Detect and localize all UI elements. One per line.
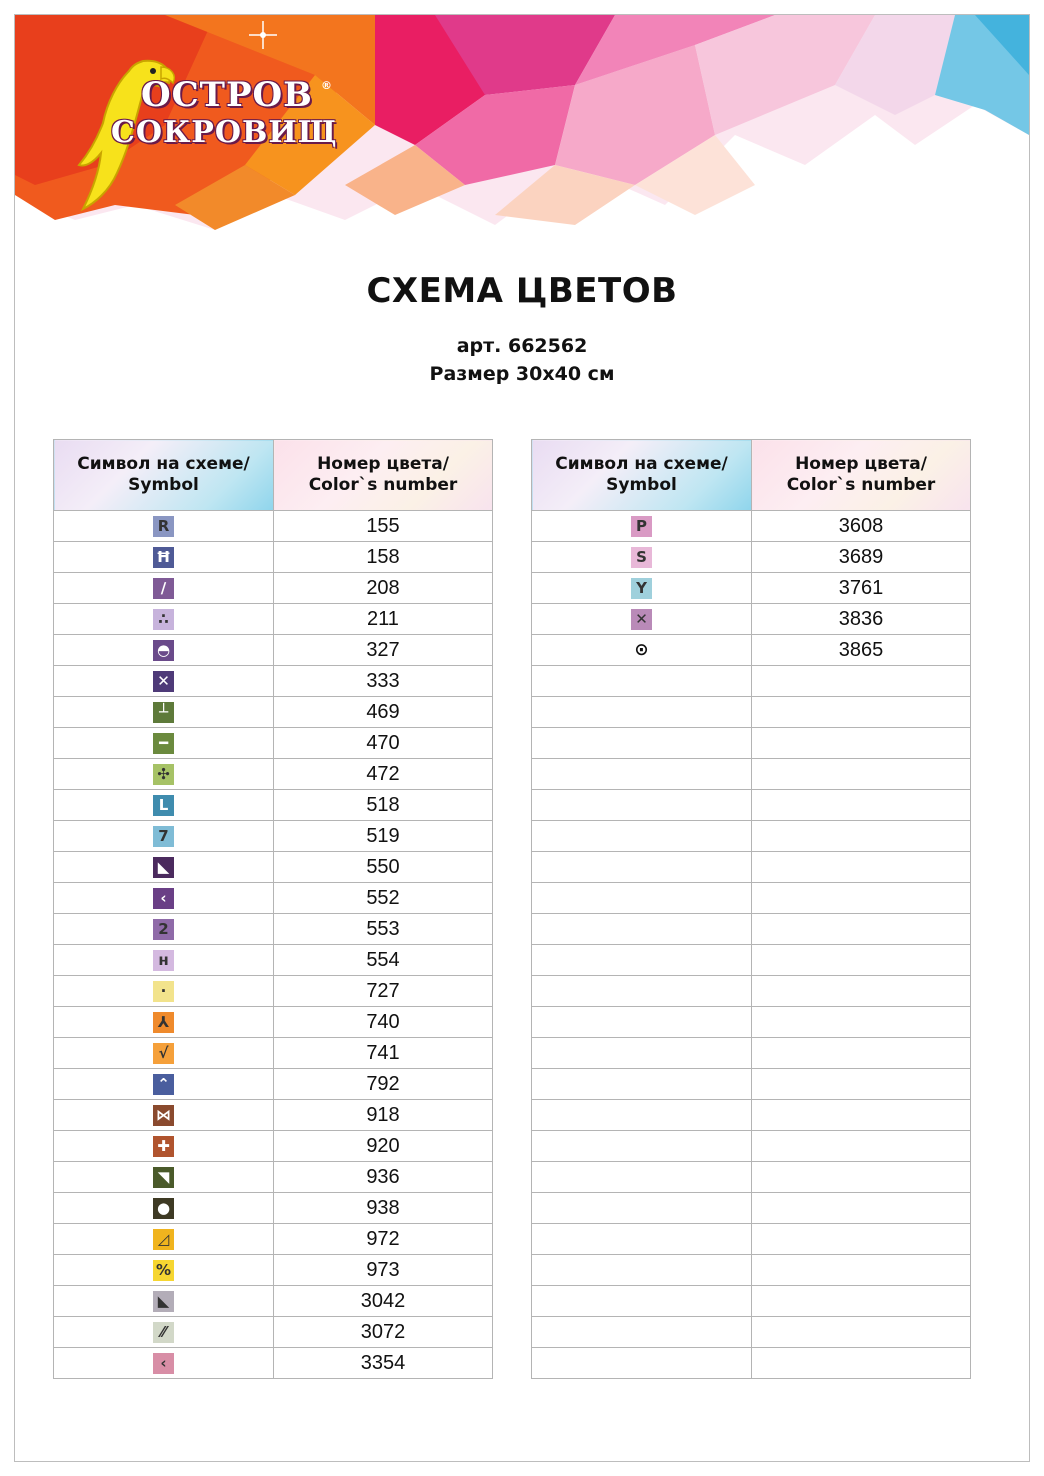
empty-table-row: [532, 759, 971, 790]
symbol-cell: [532, 1131, 752, 1162]
table-row: [54, 914, 493, 945]
symbol-cell: [532, 666, 752, 697]
symbol-cell: [532, 790, 752, 821]
brand-logo: [73, 53, 353, 213]
symbol-cell: [54, 914, 274, 945]
symbol-cell: [532, 1100, 752, 1131]
table-row: [54, 1007, 493, 1038]
color-number-cell: 472: [274, 759, 493, 790]
corner-triangle-icon: ◣: [153, 1291, 174, 1312]
symbol-cell: [54, 635, 274, 666]
symbol-cell: [54, 821, 274, 852]
color-number-cell: 553: [274, 914, 493, 945]
symbol-cell: [54, 1224, 274, 1255]
empty-table-row: [532, 1038, 971, 1069]
table-row: [54, 666, 493, 697]
cross-icon: ✕: [153, 671, 174, 692]
table-row: [54, 1317, 493, 1348]
table-row: [54, 976, 493, 1007]
empty-table-row: [532, 1069, 971, 1100]
triangle-outline-icon: ◿: [153, 1229, 174, 1250]
color-number-cell: [752, 914, 971, 945]
fork-icon: ⅄: [153, 1012, 174, 1033]
color-number-cell: 727: [274, 976, 493, 1007]
chevron-left-icon: ‹: [153, 888, 174, 909]
symbol-header-line2: Symbol: [606, 475, 677, 495]
color-number-cell: [752, 883, 971, 914]
symbol-cell: [532, 852, 752, 883]
page-title: СХЕМА ЦВЕТОВ: [366, 271, 678, 311]
empty-table-row: [532, 945, 971, 976]
symbol-cell: [54, 852, 274, 883]
symbol-cell: [54, 1131, 274, 1162]
digit-seven-icon: 7: [153, 826, 174, 847]
color-table-left: [53, 439, 493, 1379]
half-circle-icon: ◓: [153, 640, 174, 661]
symbol-cell: [54, 697, 274, 728]
table-row: [54, 821, 493, 852]
color-number-cell: 158: [274, 542, 493, 573]
symbol-cell: [532, 1286, 752, 1317]
symbol-cell: [532, 821, 752, 852]
thin-cross-icon: ✕: [631, 609, 652, 630]
letter-s-icon: S: [631, 547, 652, 568]
symbol-cell: [54, 759, 274, 790]
symbol-cell: [54, 573, 274, 604]
color-number-cell: [752, 666, 971, 697]
empty-table-row: [532, 1286, 971, 1317]
small-chevron-icon: ‹: [153, 1353, 174, 1374]
color-number-cell: 3761: [752, 573, 971, 604]
color-number-cell: 333: [274, 666, 493, 697]
symbol-cell: [532, 1317, 752, 1348]
symbol-cell: [532, 1162, 752, 1193]
color-number-cell: [752, 821, 971, 852]
color-number-cell: 3689: [752, 542, 971, 573]
color-number-cell: 469: [274, 697, 493, 728]
symbol-cell: [54, 1317, 274, 1348]
color-number-cell: [752, 976, 971, 1007]
symbol-cell: [532, 573, 752, 604]
color-number-cell: 740: [274, 1007, 493, 1038]
color-chart-sheet: [14, 14, 1030, 1462]
table-row: [54, 1255, 493, 1286]
color-number-cell: [752, 1069, 971, 1100]
brand-line-1: ОСТРОВ: [141, 75, 313, 115]
registered-mark: ®: [321, 79, 332, 92]
color-number-cell: 554: [274, 945, 493, 976]
color-number-cell: 519: [274, 821, 493, 852]
symbol-cell: [54, 790, 274, 821]
diagonal-bar-icon: ◥: [153, 1167, 174, 1188]
table-row: [532, 542, 971, 573]
table-row: [532, 511, 971, 542]
color-number-cell: [752, 759, 971, 790]
symbol-cell: [532, 945, 752, 976]
empty-table-row: [532, 728, 971, 759]
table-row: [54, 945, 493, 976]
symbol-cell: [532, 697, 752, 728]
color-number-cell: 3042: [274, 1286, 493, 1317]
article-number: арт. 662562: [456, 335, 588, 357]
number-header-line1: Номер цвета/: [317, 454, 449, 474]
table-row: [54, 573, 493, 604]
color-number-cell: [752, 1255, 971, 1286]
symbol-cell: [54, 728, 274, 759]
empty-table-row: [532, 852, 971, 883]
symbol-cell: [532, 1255, 752, 1286]
symbol-column-header: [532, 440, 752, 511]
letter-p-icon: P: [631, 516, 652, 537]
table-row: [54, 852, 493, 883]
symbol-cell: [532, 1193, 752, 1224]
empty-table-row: [532, 1224, 971, 1255]
color-number-cell: 3072: [274, 1317, 493, 1348]
color-number-cell: 470: [274, 728, 493, 759]
symbol-cell: [532, 1038, 752, 1069]
table-row: [54, 790, 493, 821]
symbol-cell: [532, 976, 752, 1007]
color-number-cell: 936: [274, 1162, 493, 1193]
symbol-column-header: [54, 440, 274, 511]
empty-table-row: [532, 821, 971, 852]
symbol-cell: [54, 666, 274, 697]
empty-table-row: [532, 790, 971, 821]
color-number-cell: [752, 1131, 971, 1162]
color-number-cell: [752, 1348, 971, 1379]
symbol-cell: [532, 1224, 752, 1255]
color-number-cell: 920: [274, 1131, 493, 1162]
corner-l-icon: L: [153, 795, 174, 816]
color-number-cell: 208: [274, 573, 493, 604]
color-number-cell: 972: [274, 1224, 493, 1255]
table-row: [54, 1348, 493, 1379]
table-row: [54, 511, 493, 542]
symbol-header-line2: Symbol: [128, 475, 199, 495]
empty-table-row: [532, 1317, 971, 1348]
color-number-cell: 3865: [752, 635, 971, 666]
double-slash-icon: ⁄⁄: [153, 1322, 174, 1343]
h-bar-icon: Ħ: [153, 547, 174, 568]
table-row: [54, 1193, 493, 1224]
tee-icon: ┴: [153, 702, 174, 723]
empty-table-row: [532, 1255, 971, 1286]
symbol-cell: [54, 1193, 274, 1224]
symbol-cell: [532, 1069, 752, 1100]
bowtie-icon: ⋈: [153, 1105, 174, 1126]
color-number-cell: [752, 1317, 971, 1348]
symbol-header-line1: Символ на схеме/: [555, 454, 728, 474]
letter-n-icon: н: [153, 950, 174, 971]
table-row: [54, 542, 493, 573]
symbol-cell: [54, 976, 274, 1007]
symbol-header-line1: Символ на схеме/: [77, 454, 250, 474]
empty-table-row: [532, 1007, 971, 1038]
table-row: [54, 759, 493, 790]
table-row: [54, 728, 493, 759]
color-number-cell: [752, 697, 971, 728]
table-row: [532, 635, 971, 666]
number-header-line2: Color`s number: [786, 475, 936, 495]
symbol-cell: [532, 1007, 752, 1038]
symbol-cell: [532, 914, 752, 945]
color-number-cell: 973: [274, 1255, 493, 1286]
symbol-cell: [532, 759, 752, 790]
angle-arrow-icon: ◣: [153, 857, 174, 878]
color-number-cell: 3354: [274, 1348, 493, 1379]
color-number-cell: [752, 1007, 971, 1038]
number-header-line1: Номер цвета/: [795, 454, 927, 474]
table-row: [54, 1162, 493, 1193]
table-row: [54, 635, 493, 666]
empty-table-row: [532, 1100, 971, 1131]
canvas-size: Размер 30х40 см: [429, 363, 615, 385]
pinwheel-icon: ✣: [153, 764, 174, 785]
symbol-cell: [54, 511, 274, 542]
dash-icon: ━: [153, 733, 174, 754]
symbol-cell: [54, 1255, 274, 1286]
symbol-cell: [532, 1348, 752, 1379]
color-number-cell: [752, 852, 971, 883]
digit-two-icon: 2: [153, 919, 174, 940]
symbol-cell: [532, 604, 752, 635]
color-number-cell: 918: [274, 1100, 493, 1131]
symbol-cell: [54, 945, 274, 976]
table-row: [532, 573, 971, 604]
color-number-cell: 741: [274, 1038, 493, 1069]
dotted-circle-icon: ⊙: [634, 639, 649, 660]
table-row: [54, 697, 493, 728]
table-row: [54, 1100, 493, 1131]
brand-line-2: СОКРОВИЩ: [111, 115, 338, 150]
table-row: [54, 1069, 493, 1100]
empty-table-row: [532, 883, 971, 914]
percent-icon: %: [153, 1260, 174, 1281]
filled-circle-icon: ●: [153, 1198, 174, 1219]
table-row: [54, 604, 493, 635]
table-row: [54, 1224, 493, 1255]
symbol-cell: [532, 511, 752, 542]
empty-table-row: [532, 914, 971, 945]
empty-table-row: [532, 1348, 971, 1379]
symbol-cell: [54, 1348, 274, 1379]
color-number-cell: 550: [274, 852, 493, 883]
number-column-header: [752, 440, 971, 511]
empty-table-row: [532, 1193, 971, 1224]
color-number-cell: 211: [274, 604, 493, 635]
color-number-cell: [752, 945, 971, 976]
symbol-cell: [532, 635, 752, 666]
symbol-cell: [54, 1038, 274, 1069]
color-number-cell: 518: [274, 790, 493, 821]
symbol-cell: [54, 1162, 274, 1193]
three-dots-icon: ∴: [153, 609, 174, 630]
symbol-cell: [54, 1069, 274, 1100]
plus-icon: ✚: [153, 1136, 174, 1157]
color-number-cell: [752, 1100, 971, 1131]
symbol-cell: [54, 1286, 274, 1317]
color-number-cell: 155: [274, 511, 493, 542]
caret-up-icon: ⌃: [153, 1074, 174, 1095]
color-number-cell: [752, 1162, 971, 1193]
symbol-cell: [54, 1100, 274, 1131]
table-row: [54, 883, 493, 914]
check-root-icon: √: [153, 1043, 174, 1064]
table-row: [54, 1286, 493, 1317]
color-number-cell: 792: [274, 1069, 493, 1100]
symbol-cell: [532, 542, 752, 573]
color-number-cell: [752, 1038, 971, 1069]
color-number-cell: [752, 1193, 971, 1224]
color-number-cell: 3836: [752, 604, 971, 635]
empty-table-row: [532, 1131, 971, 1162]
color-number-cell: 327: [274, 635, 493, 666]
dot-icon: ·: [153, 981, 174, 1002]
empty-table-row: [532, 1162, 971, 1193]
symbol-cell: [532, 728, 752, 759]
symbol-cell: [54, 604, 274, 635]
table-row: [54, 1131, 493, 1162]
color-number-cell: 552: [274, 883, 493, 914]
symbol-cell: [54, 883, 274, 914]
color-number-cell: 938: [274, 1193, 493, 1224]
slash-icon: ∕: [153, 578, 174, 599]
symbol-cell: [532, 883, 752, 914]
color-number-cell: [752, 790, 971, 821]
table-row: [54, 1038, 493, 1069]
empty-table-row: [532, 976, 971, 1007]
number-header-line2: Color`s number: [308, 475, 458, 495]
empty-table-row: [532, 666, 971, 697]
letter-r-icon: R: [153, 516, 174, 537]
symbol-cell: [54, 1007, 274, 1038]
color-table-right: [531, 439, 971, 1379]
letter-y-icon: Y: [631, 578, 652, 599]
color-number-cell: [752, 1286, 971, 1317]
color-number-cell: [752, 1224, 971, 1255]
color-number-cell: 3608: [752, 511, 971, 542]
empty-table-row: [532, 697, 971, 728]
symbol-cell: [54, 542, 274, 573]
color-number-cell: [752, 728, 971, 759]
table-row: [532, 604, 971, 635]
number-column-header: [274, 440, 493, 511]
